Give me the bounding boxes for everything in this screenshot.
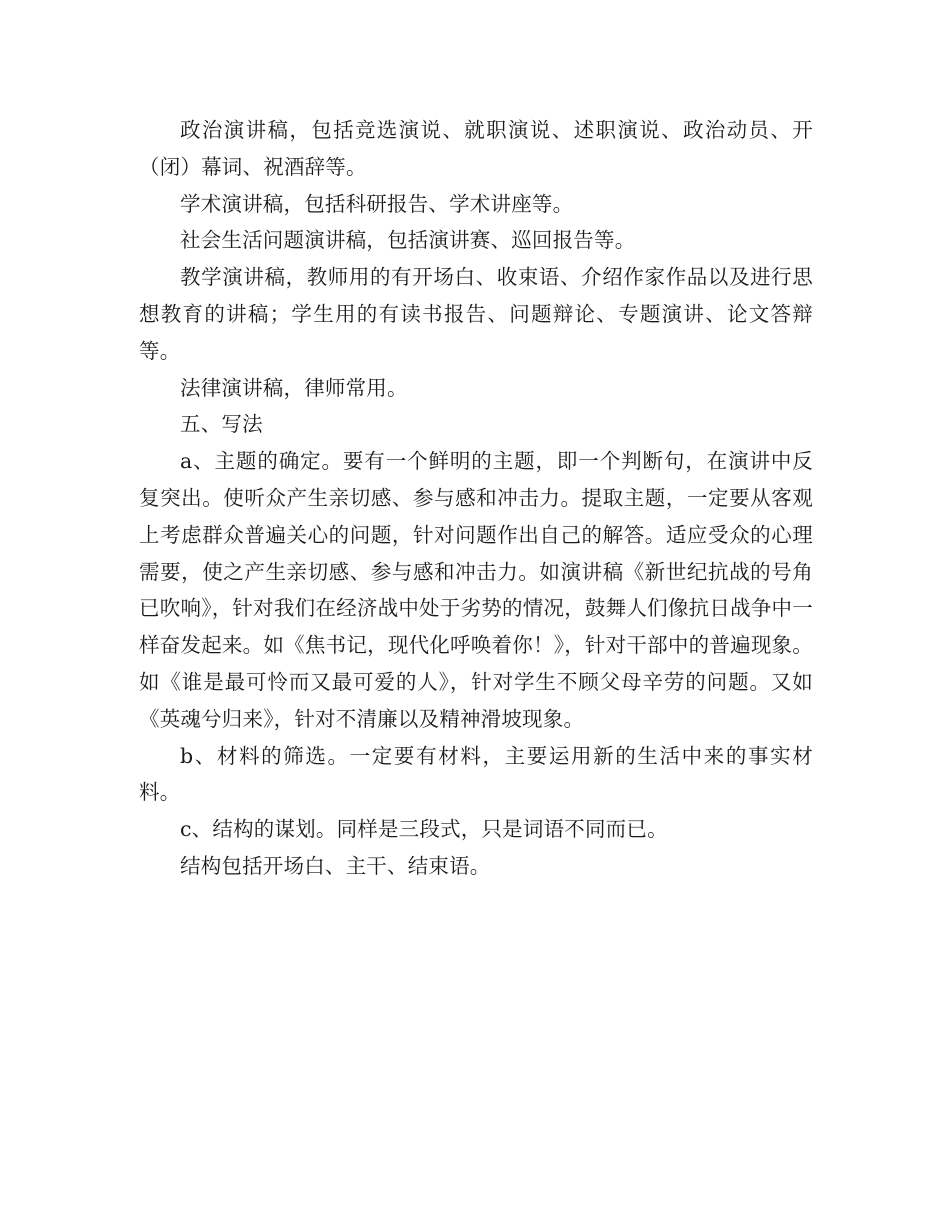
paragraph-structure: c、结构的谋划。同样是三段式，只是词语不同而已。 [180,817,668,842]
paragraph-material: b、材料的筛选。一定要有材料，主要运用新的生活中来的事实材料。 [139,743,813,805]
paragraph-political-speech: 政治演讲稿，包括竞选演说、就职演说、述职演说、政治动员、开（闭）幕词、祝酒辞等。 [139,118,813,179]
paragraph-academic-speech: 学术演讲稿，包括科研报告、学术讲座等。 [180,191,574,216]
document-body [139,112,813,885]
paragraph-structure-parts: 结构包括开场白、主干、结束语。 [180,853,491,878]
paragraph-social-speech: 社会生活问题演讲稿，包括演讲赛、巡回报告等。 [180,228,636,253]
paragraph-legal-speech: 法律演讲稿，律师常用。 [180,375,408,400]
paragraph-teaching-speech: 教学演讲稿，教师用的有开场白、收束语、介绍作家作品以及进行思想教育的讲稿；学生用的有读书报告、问题辩论、专题演讲、论文答辩等。 [139,265,813,363]
paragraph-theme: a、主题的确定。要有一个鲜明的主题，即一个判断句，在演讲中反复突出。使听众产生亲切感、参与感和冲击力。提取主题，一定要从客观上考虑群众普遍关心的问题，针对问题作出自己的解答。适应受众的心理需要，使之产生亲切感、参与感和冲击力。如演讲稿《新世纪抗战的号角已吹响》，针对我们在经济战中处于劣势的情况，鼓舞人们像抗日战争中一样奋发起来。如《焦书记，现代化呼唤着你！》，针对干部中的普遍现象。如《谁是最可怜而又最可爱的人》，针对学生不顾父母辛劳的问题。又如《英魂兮归来》，针对不清廉以及精神滑坡现象。 [139,449,813,731]
section-heading-writing-method: 五、写法 [180,412,263,437]
